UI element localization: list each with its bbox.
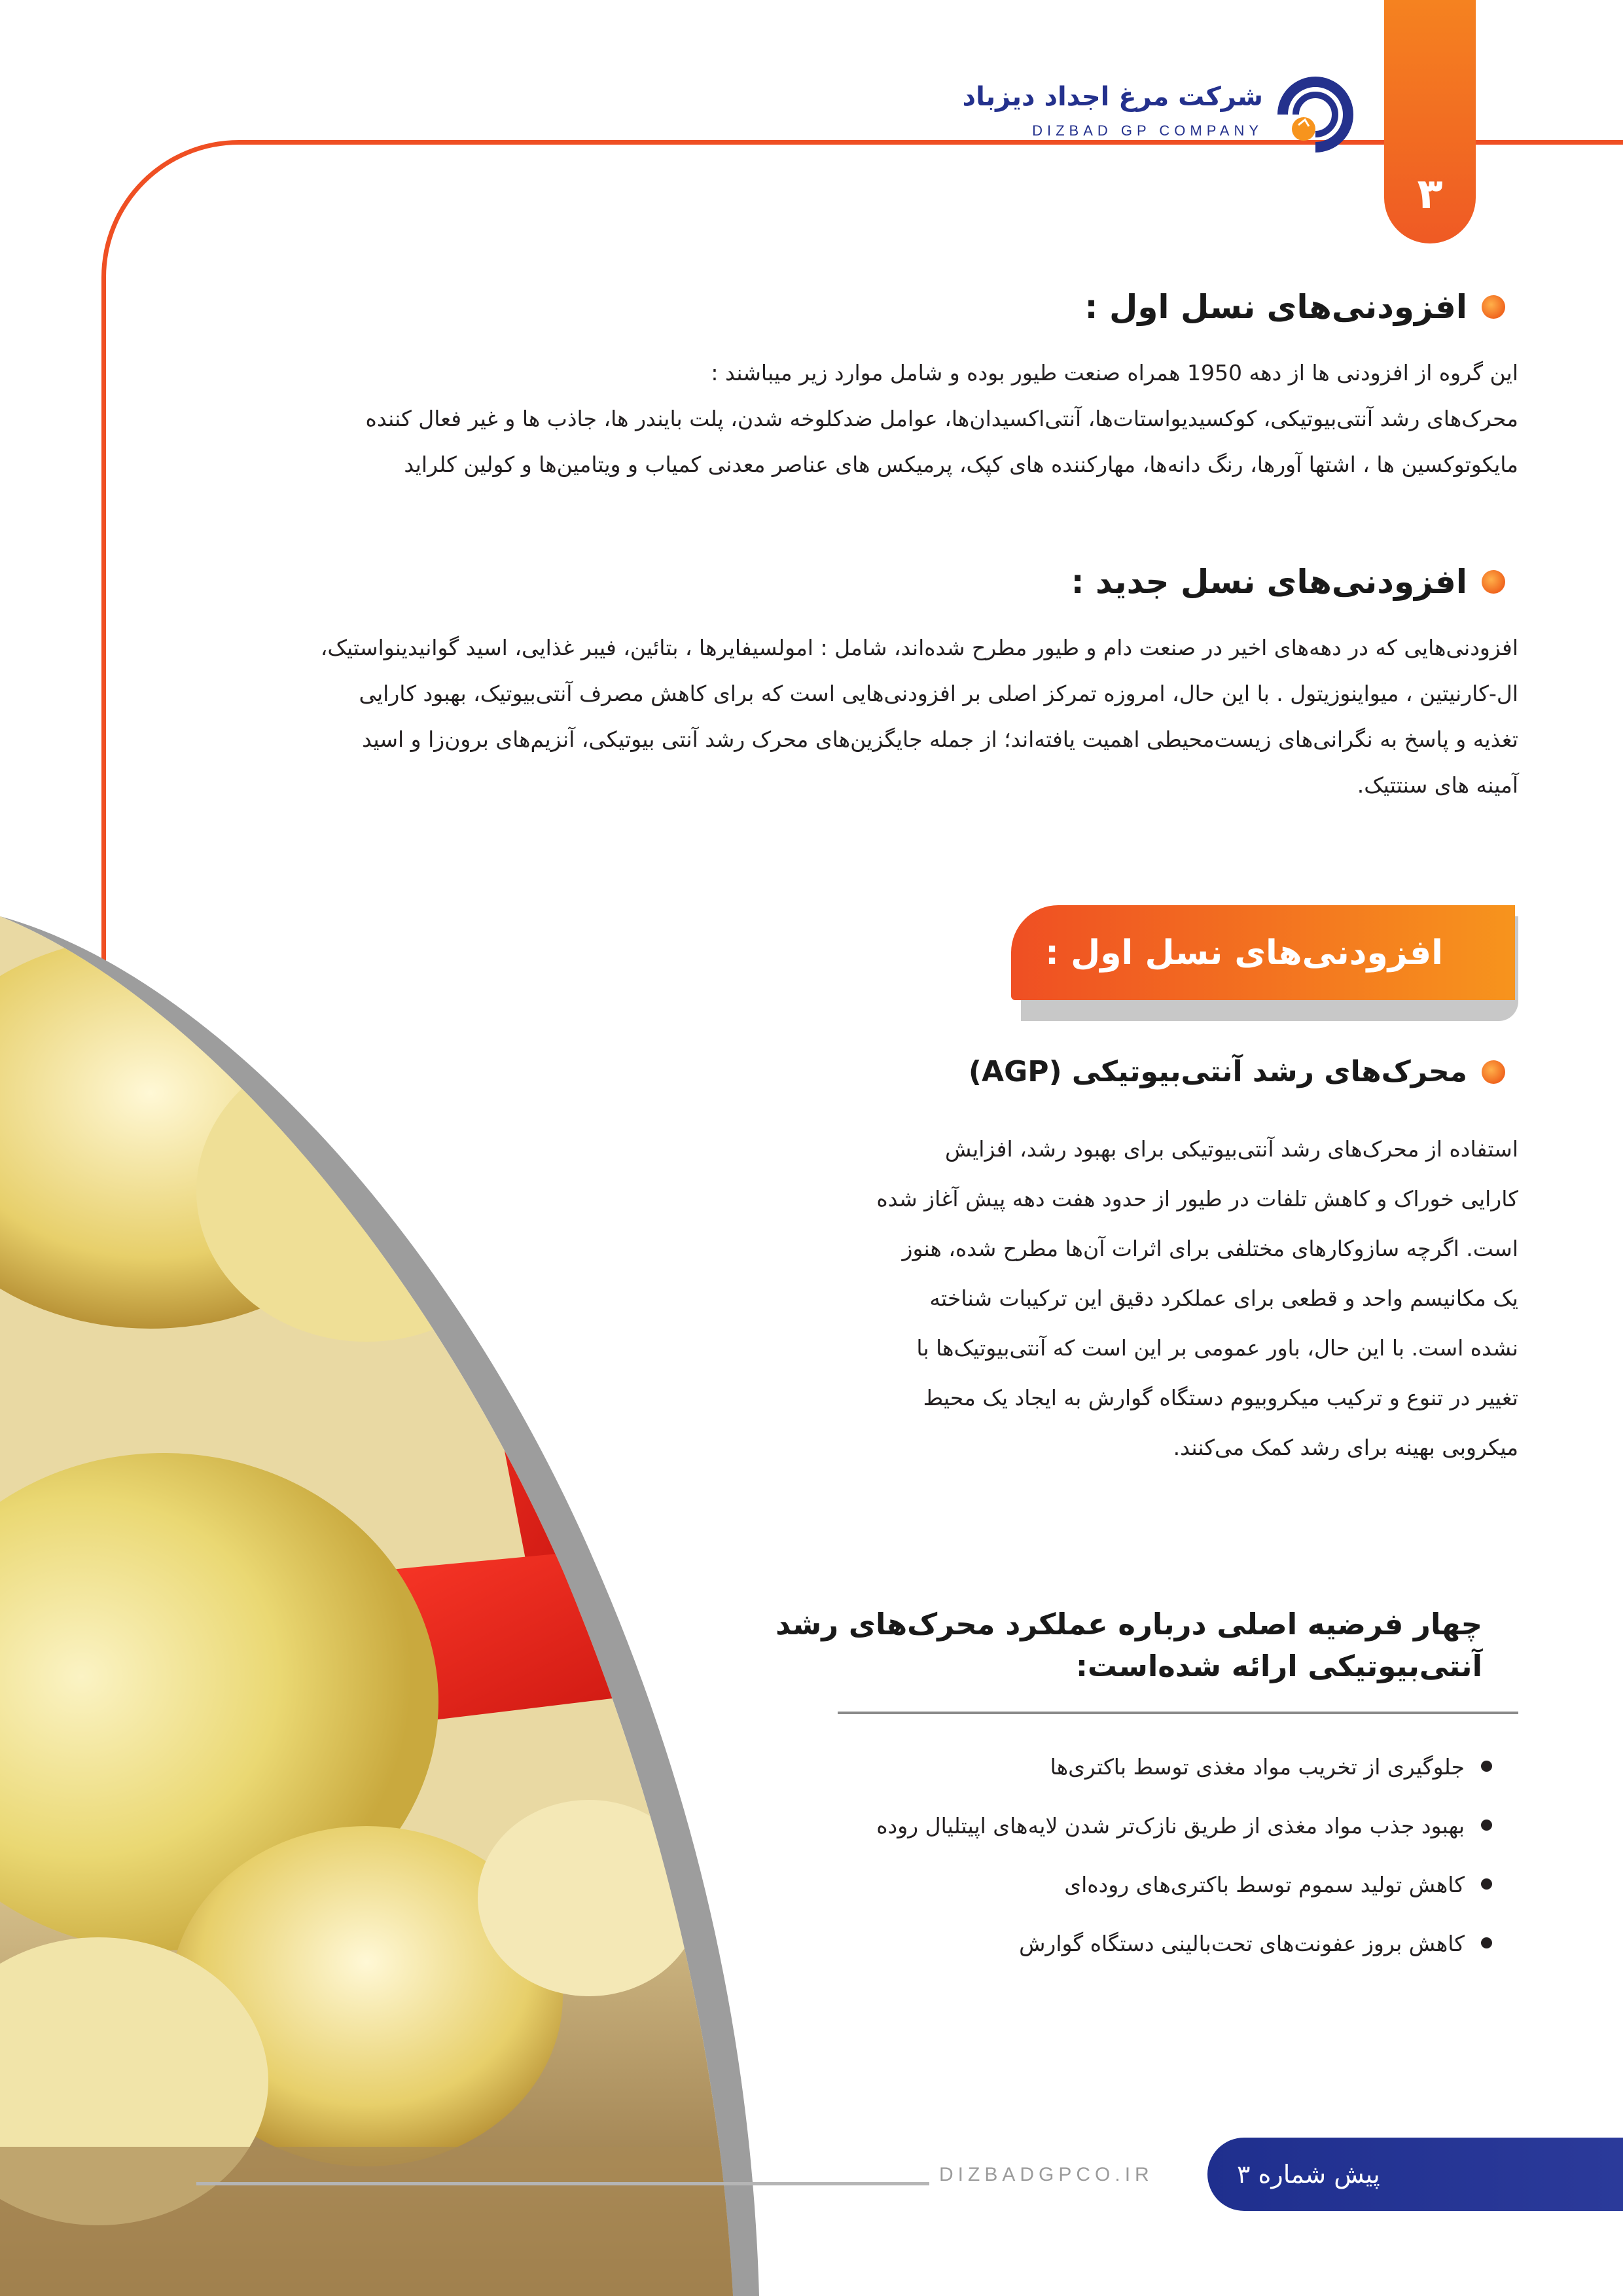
agp-title: محرک‌های رشد آنتی‌بیوتیکی (AGP) — [968, 1055, 1467, 1088]
section2-line: آمینه های سنتتیک. — [1357, 772, 1518, 798]
agp-heading — [969, 1055, 1505, 1088]
section2-line: تغذیه و پاسخ به نگرانی‌های زیست‌محیطی اهمیت یافته‌اند؛ از جمله جایگزین‌های محرک رشد آنتی بیوتیکی، آنزیم‌های برون‌زا و اسید — [362, 726, 1518, 752]
section1-line: محرک‌های رشد آنتی‌بیوتیکی، کوکسیدیواستات‌ها، آنتی‌اکسیدان‌ها، عوامل ضدکلوخه شدن، پلت بایندر ها، جاذب ها و غیر فعال کننده — [365, 406, 1518, 431]
agp-line: کارایی خوراک و کاهش تلفات در طیور از حدود هفت دهه پیش آغاز شده — [876, 1186, 1518, 1211]
section1-body — [124, 350, 1518, 488]
banner-title: افزودنی‌های نسل اول : — [1045, 933, 1443, 973]
section1-title: افزودنی‌های نسل اول : — [1084, 288, 1467, 326]
agp-line: نشده است. با این حال، باور عمومی بر این است که آنتی‌بیوتیک‌ها با — [916, 1335, 1518, 1361]
agp-line: میکروبی بهینه برای رشد کمک می‌کنند. — [1173, 1435, 1518, 1460]
section2-title: افزودنی‌های نسل جدید : — [1071, 563, 1467, 601]
footer-issue: پیش شماره ۳ — [1237, 2160, 1380, 2189]
hypotheses-heading — [776, 1604, 1482, 1687]
agp-line: یک مکانیسم واحد و قطعی برای عملکرد دقیق این ترکیبات شناخته — [929, 1285, 1518, 1311]
list-item: بهبود جذب مواد مغذی از طریق نازک‌تر شدن لایه‌های اپیتلیال روده — [772, 1797, 1492, 1856]
list-item: جلوگیری از تخریب مواد مغذی توسط باکتری‌ها — [772, 1738, 1492, 1797]
hypotheses-list — [772, 1738, 1492, 1973]
footer-url[interactable]: DIZBADGPCO.IR — [939, 2164, 1154, 2185]
section1-line: این گروه از افزودنی ها از دهه 1950 همراه صنعت طیور بوده و شامل موارد زیر میباشند : — [711, 360, 1518, 386]
bullet-dot-icon — [1482, 1060, 1505, 1084]
list-item: کاهش تولید سموم توسط باکتری‌های روده‌ای — [772, 1856, 1492, 1914]
bullet-dot-icon — [1482, 570, 1505, 594]
section1-line: مایکوتوکسین ها ، اشتها آورها، رنگ دانه‌ها، مهارکننده های کپک، پرمیکس های عناصر معدنی کمیاب و ویتامین‌ها و کولین کلراید — [404, 452, 1518, 477]
agp-line: است. اگرچه سازوکارهای مختلفی برای اثرات آن‌ها مطرح شده، هنوز — [902, 1236, 1518, 1261]
footer-line — [196, 2182, 929, 2185]
bullet-dot-icon — [1482, 295, 1505, 319]
section1-heading — [1085, 288, 1505, 326]
section2-line: ال-کارنیتین ، میواینوزیتول . با این حال، امروزه تمرکز اصلی بر افزودنی‌هایی است که برای کاهش مصرف آنتی‌بیوتیک، بهبود کارایی — [359, 681, 1518, 706]
logo-name-fa: شرکت مرغ اجداد دیزباد — [962, 82, 1263, 112]
section2-line: افزودنی‌هایی که در دهه‌های اخیر در صنعت دام و طیور مطرح شده‌اند، شامل : امولسیفایرها ، بتائین، فیبر غذایی، اسید گوانیدینواستیک، — [320, 635, 1518, 660]
section-banner — [1011, 905, 1515, 1000]
logo-mark-icon — [1270, 69, 1361, 160]
hypotheses-title-line1: چهار فرضیه اصلی درباره عملکرد محرک‌های رشد — [776, 1607, 1482, 1641]
footer-issue-badge — [1207, 2138, 1623, 2211]
logo-name-en: DIZBAD GP COMPANY — [1032, 122, 1263, 139]
section2-body — [124, 625, 1518, 808]
page-number: ۳ — [1417, 170, 1443, 219]
divider — [838, 1712, 1518, 1714]
hypotheses-title-line2: آنتی‌بیوتیکی ارائه شده‌است: — [1075, 1649, 1482, 1683]
section2-heading — [1071, 563, 1505, 601]
agp-line: استفاده از محرک‌های رشد آنتی‌بیوتیکی برای بهبود رشد، افزایش — [945, 1136, 1518, 1162]
chicks-photo — [0, 916, 759, 2296]
agp-body — [753, 1124, 1518, 1473]
page-number-tab — [1384, 0, 1476, 243]
company-logo — [962, 69, 1361, 167]
agp-line: تغییر در تنوع و ترکیب میکروبیوم دستگاه گوارش به ایجاد یک محیط — [923, 1385, 1518, 1410]
list-item: کاهش بروز عفونت‌های تحت‌بالینی دستگاه گوارش — [772, 1914, 1492, 1973]
